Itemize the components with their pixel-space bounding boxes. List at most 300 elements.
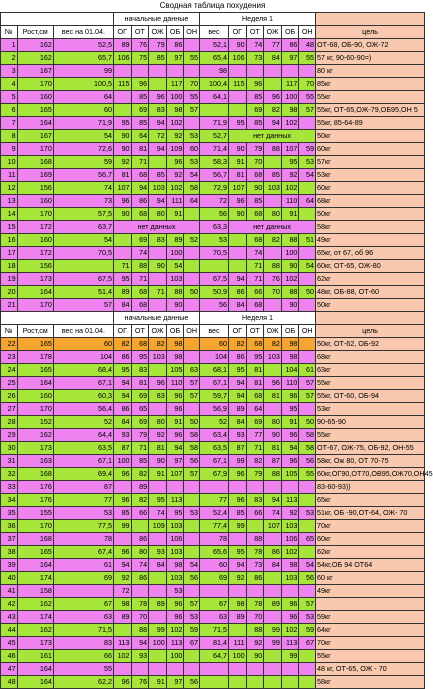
table-row <box>1 429 425 442</box>
cell-ozh <box>149 481 167 494</box>
cell-week-ozh: 85 <box>264 169 282 182</box>
cell-week-ot: 71 <box>246 260 264 273</box>
cell-weight: 65,7 <box>53 52 113 65</box>
header-week-1: Неделя 1 <box>199 13 315 26</box>
cell-ob: 53 <box>166 585 184 598</box>
cell-ozh: 103 <box>149 351 167 364</box>
cell-og: 86 <box>113 403 131 416</box>
cell-week-weight: 63,5 <box>199 442 228 455</box>
cell-week-weight: 56 <box>199 299 228 312</box>
cell-week-weight: 63,3 <box>199 221 228 234</box>
cell-week-ot: 64 <box>246 403 264 416</box>
cell-num: 9 <box>1 143 18 156</box>
header-week-on: ОН <box>299 26 316 39</box>
cell-week-ob: 102 <box>281 624 299 637</box>
cell-num: 1 <box>1 39 18 52</box>
cell-week-ob: 100 <box>281 91 299 104</box>
table-row <box>1 585 425 598</box>
cell-height: 160 <box>17 234 53 247</box>
cell-week-weight: 72,9 <box>199 182 228 195</box>
cell-week-weight: 64,7 <box>199 650 228 663</box>
cell-ozh: 80 <box>149 208 167 221</box>
cell-og: 92 <box>113 156 131 169</box>
cell-week-ob: 110 <box>281 195 299 208</box>
cell-week-ozh: 88 <box>264 260 282 273</box>
cell-ozh: 71 <box>149 286 167 299</box>
cell-week-on: 48 <box>299 39 316 52</box>
cell-week-weight: 77,4 <box>199 520 228 533</box>
cell-week-ot: 66 <box>246 286 264 299</box>
cell-week-og <box>229 91 247 104</box>
cell-week-weight: 60 <box>199 559 228 572</box>
cell-week-ot: 83 <box>246 494 264 507</box>
cell-on: 70 <box>184 78 200 91</box>
cell-weight: 53 <box>53 507 113 520</box>
header-num: № <box>1 325 18 338</box>
cell-week-ozh: 103 <box>264 351 282 364</box>
cell-num: 35 <box>1 507 18 520</box>
cell-week-on: 54 <box>299 260 316 273</box>
cell-num: 24 <box>1 364 18 377</box>
cell-ozh: 96 <box>149 377 167 390</box>
cell-num: 30 <box>1 442 18 455</box>
cell-og: 84 <box>113 299 131 312</box>
cell-ob: 100 <box>166 247 184 260</box>
cell-week-on <box>299 650 316 663</box>
cell-og: 94 <box>113 559 131 572</box>
cell-week-on <box>299 585 316 598</box>
cell-week-ozh <box>264 247 282 260</box>
cell-weight: 70,5 <box>53 247 113 260</box>
cell-week-ob: 98 <box>281 351 299 364</box>
cell-week-on: 51 <box>299 234 316 247</box>
cell-week-ob: 96 <box>281 455 299 468</box>
cell-og: 107 <box>113 182 131 195</box>
table-row <box>1 442 425 455</box>
cell-week-weight: 67,1 <box>199 455 228 468</box>
cell-num: 29 <box>1 429 18 442</box>
header-empty <box>1 13 114 26</box>
cell-week-og: 90 <box>229 143 247 156</box>
cell-on <box>184 351 200 364</box>
cell-on: 56 <box>184 572 200 585</box>
header-height: Рост,см <box>17 325 53 338</box>
cell-week-ob: 99 <box>281 650 299 663</box>
cell-goal: 60кг, ОТ-65, ОЖ-80 <box>316 260 425 273</box>
cell-ob: 103 <box>166 520 184 533</box>
cell-height: 161 <box>17 650 53 663</box>
header-num: № <box>1 26 18 39</box>
cell-week-ob: 106 <box>281 533 299 546</box>
cell-week-ozh: 99 <box>264 637 282 650</box>
cell-height: 173 <box>17 442 53 455</box>
cell-ot: 95 <box>131 351 149 364</box>
cell-ozh: 79 <box>149 39 167 52</box>
cell-height: 160 <box>17 195 53 208</box>
cell-week-ozh: 103 <box>264 182 282 195</box>
cell-week-weight: 68,1 <box>199 364 228 377</box>
cell-ob: 102 <box>166 624 184 637</box>
cell-week-weight: 104 <box>199 351 228 364</box>
cell-week-on: 50 <box>299 416 316 429</box>
cell-goal <box>316 598 425 611</box>
cell-goal: 59кг <box>316 611 425 624</box>
cell-ot: 81 <box>131 377 149 390</box>
cell-goal: 60кг <box>316 182 425 195</box>
cell-num: 4 <box>1 78 18 91</box>
table-row <box>1 546 425 559</box>
cell-on <box>184 65 200 78</box>
cell-week-on: 58 <box>299 429 316 442</box>
cell-goal: 58кг, Ож 80, ОТ 70-75 <box>316 455 425 468</box>
table-row <box>1 507 425 520</box>
cell-week-on <box>299 663 316 676</box>
cell-height: 162 <box>17 624 53 637</box>
cell-num: 38 <box>1 546 18 559</box>
cell-week-ozh: 87 <box>264 455 282 468</box>
cell-weight: 60,3 <box>53 390 113 403</box>
cell-ob: 102 <box>166 117 184 130</box>
cell-week-weight: 65,6 <box>199 546 228 559</box>
cell-week-weight: 67,5 <box>199 273 228 286</box>
cell-week-weight <box>199 585 228 598</box>
cell-on: 53 <box>184 611 200 624</box>
cell-weight: 87 <box>53 481 113 494</box>
cell-on: 54 <box>184 559 200 572</box>
cell-og: 87 <box>113 442 131 455</box>
cell-weight: 64 <box>53 91 113 104</box>
cell-week-weight: 81,4 <box>199 637 228 650</box>
header-week-weight: вес <box>199 325 228 338</box>
header-empty <box>1 312 114 325</box>
cell-ob: 105 <box>166 364 184 377</box>
cell-ob: 102 <box>166 182 184 195</box>
cell-num: 13 <box>1 195 18 208</box>
cell-week-ob: 104 <box>281 364 299 377</box>
cell-height: 173 <box>17 637 53 650</box>
cell-ozh <box>149 299 167 312</box>
cell-ozh: 89 <box>149 598 167 611</box>
cell-week-ob: 96 <box>281 429 299 442</box>
cell-week-ot: 88 <box>246 533 264 546</box>
cell-on: 55 <box>184 52 200 65</box>
cell-weight: 71,9 <box>53 117 113 130</box>
cell-week-on: 61 <box>299 364 316 377</box>
cell-week-ot: 69 <box>246 104 264 117</box>
cell-height: 163 <box>17 455 53 468</box>
cell-height: 174 <box>17 611 53 624</box>
cell-ot: 65 <box>131 403 149 416</box>
cell-weight: 100,5 <box>53 78 113 91</box>
table-row <box>1 533 425 546</box>
cell-on <box>184 208 200 221</box>
cell-goal: 80 кг <box>316 65 425 78</box>
cell-week-og: 94 <box>229 377 247 390</box>
cell-num: 43 <box>1 611 18 624</box>
cell-week-ot: 85 <box>246 117 264 130</box>
cell-week-ob: 92 <box>281 507 299 520</box>
cell-ozh <box>149 533 167 546</box>
cell-week-ot: 71 <box>246 442 264 455</box>
table-row <box>1 650 425 663</box>
table-row <box>1 494 425 507</box>
cell-week-ob: 98 <box>281 104 299 117</box>
cell-week-ot <box>246 676 264 689</box>
cell-goal: 57кг <box>316 156 425 169</box>
cell-weight: 52,5 <box>53 39 113 52</box>
cell-week-og: 86 <box>229 286 247 299</box>
table-row <box>1 364 425 377</box>
cell-week-ob: 97 <box>281 52 299 65</box>
cell-ob: 98 <box>166 104 184 117</box>
header-row-groups <box>1 312 425 325</box>
cell-week-ozh: 82 <box>264 234 282 247</box>
cell-week-ot: 68 <box>246 234 264 247</box>
header-week-ob: ОБ <box>281 26 299 39</box>
cell-on: 53 <box>184 156 200 169</box>
cell-goal: 50кг, ОТ-62, ОБ-92 <box>316 338 425 351</box>
cell-week-ozh: 90 <box>264 429 282 442</box>
cell-week-ob: 88 <box>281 234 299 247</box>
cell-week-ot: 69 <box>246 416 264 429</box>
table-row <box>1 117 425 130</box>
cell-ot: 80 <box>131 546 149 559</box>
cell-goal: ОТ-67, ОЖ-75, ОБ-92, ОН-55 <box>316 442 425 455</box>
cell-ozh: 90 <box>149 455 167 468</box>
cell-goal: 57 кг, 90-60-90=) <box>316 52 425 65</box>
cell-week-on: 57 <box>299 598 316 611</box>
cell-num: 21 <box>1 299 18 312</box>
cell-week-og <box>229 585 247 598</box>
cell-ob: 89 <box>166 234 184 247</box>
cell-week-ozh: 88 <box>264 468 282 481</box>
cell-weight: 66 <box>53 650 113 663</box>
header-week-og: ОГ <box>229 325 247 338</box>
cell-week-ot: 82 <box>246 455 264 468</box>
cell-goal: 63кг <box>316 364 425 377</box>
cell-on <box>184 650 200 663</box>
cell-ot: 86 <box>131 195 149 208</box>
cell-week-ozh: 84 <box>264 559 282 572</box>
cell-week-og: 81 <box>229 169 247 182</box>
cell-ot: 85 <box>131 91 149 104</box>
cell-week-ot: 90 <box>246 182 264 195</box>
cell-no-data: нет данных <box>113 221 199 234</box>
cell-ozh: 91 <box>149 468 167 481</box>
cell-week-on: 57 <box>299 390 316 403</box>
cell-ob: 107 <box>166 468 184 481</box>
cell-on <box>184 481 200 494</box>
cell-week-ozh: 107 <box>264 520 282 533</box>
cell-on: 56 <box>184 676 200 689</box>
cell-ob: 111 <box>166 195 184 208</box>
cell-week-ozh <box>264 299 282 312</box>
cell-week-weight: 52 <box>199 416 228 429</box>
cell-height: 170 <box>17 78 53 91</box>
cell-week-og: 111 <box>229 637 247 650</box>
header-on: ОН <box>184 26 200 39</box>
cell-num: 23 <box>1 351 18 364</box>
cell-ot: 94 <box>131 637 149 650</box>
cell-ot: 69 <box>131 390 149 403</box>
cell-num: 8 <box>1 130 18 143</box>
cell-height: 156 <box>17 182 53 195</box>
cell-ozh: 93 <box>149 546 167 559</box>
cell-ob: 103 <box>166 546 184 559</box>
cell-goal: 55кг, ОТ-65,ОЖ-79,ОБ95,ОН 5 <box>316 104 425 117</box>
cell-week-og: 115 <box>229 78 247 91</box>
cell-week-ot: 88 <box>246 624 264 637</box>
cell-goal: 85кг <box>316 78 425 91</box>
cell-height: 164 <box>17 676 53 689</box>
cell-num: 20 <box>1 286 18 299</box>
cell-ot: 82 <box>131 494 149 507</box>
cell-week-ozh: 99 <box>264 624 282 637</box>
cell-on: 57 <box>184 104 200 117</box>
table-row <box>1 637 425 650</box>
cell-on: 52 <box>184 234 200 247</box>
cell-ob: 113 <box>166 494 184 507</box>
cell-height: 172 <box>17 247 53 260</box>
cell-week-on <box>299 546 316 559</box>
cell-og: 93 <box>113 429 131 442</box>
cell-week-ot: 81 <box>246 377 264 390</box>
table-row <box>1 338 425 351</box>
cell-ozh: 85 <box>149 169 167 182</box>
cell-goal: 49кг <box>316 585 425 598</box>
cell-goal: 65кг, от 67, об 96 <box>316 247 425 260</box>
cell-weight: 63,7 <box>53 221 113 234</box>
cell-num: 34 <box>1 494 18 507</box>
cell-on <box>184 260 200 273</box>
table-row <box>1 195 425 208</box>
cell-ob: 96 <box>166 429 184 442</box>
cell-week-ob <box>281 663 299 676</box>
cell-week-ot: 79 <box>246 143 264 156</box>
cell-ob <box>166 65 184 78</box>
cell-on <box>184 494 200 507</box>
table-row <box>1 572 425 585</box>
cell-week-weight: 98 <box>199 65 228 78</box>
cell-week-og: 89 <box>229 611 247 624</box>
header-row-groups <box>1 13 425 26</box>
cell-height: 170 <box>17 403 53 416</box>
cell-height: 162 <box>17 429 53 442</box>
cell-week-ob: 96 <box>281 611 299 624</box>
cell-weight: 67,4 <box>53 546 113 559</box>
cell-on: 57 <box>184 598 200 611</box>
cell-og: 115 <box>113 78 131 91</box>
cell-ot: 86 <box>131 533 149 546</box>
cell-week-ozh: 74 <box>264 507 282 520</box>
header-ot: ОТ <box>131 26 149 39</box>
cell-goal: 68кг <box>316 195 425 208</box>
cell-og <box>113 533 131 546</box>
cell-goal: 55кг <box>316 377 425 390</box>
cell-og: 96 <box>113 494 131 507</box>
cell-on <box>184 585 200 598</box>
cell-weight: 77 <box>53 494 113 507</box>
cell-height: 174 <box>17 572 53 585</box>
cell-ob: 96 <box>166 598 184 611</box>
table-row <box>1 377 425 390</box>
cell-week-ot: 70 <box>246 611 264 624</box>
cell-week-ob: 113 <box>281 494 299 507</box>
cell-num: 41 <box>1 585 18 598</box>
table-row <box>1 234 425 247</box>
cell-weight: 51,4 <box>53 286 113 299</box>
cell-ob: 91 <box>166 208 184 221</box>
cell-og: 89 <box>113 286 131 299</box>
cell-week-og <box>229 481 247 494</box>
cell-week-ob <box>281 585 299 598</box>
cell-on <box>184 338 200 351</box>
cell-ob: 97 <box>166 455 184 468</box>
cell-week-ot: 68 <box>246 169 264 182</box>
cell-week-ot <box>246 520 264 533</box>
cell-goal: 48кг, ОБ-88, ОТ-60 <box>316 286 425 299</box>
cell-ozh <box>149 78 167 91</box>
cell-week-ozh <box>264 65 282 78</box>
cell-ot: 85 <box>131 455 149 468</box>
cell-weight: 64,4 <box>53 429 113 442</box>
cell-week-ot: 74 <box>246 247 264 260</box>
cell-week-on <box>299 65 316 78</box>
cell-num: 27 <box>1 403 18 416</box>
cell-og: 95 <box>113 273 131 286</box>
cell-ot: 83 <box>131 364 149 377</box>
cell-week-weight <box>199 104 228 117</box>
table-row <box>1 676 425 689</box>
cell-on: 53 <box>184 130 200 143</box>
cell-num: 6 <box>1 104 18 117</box>
cell-week-ot: 73 <box>246 559 264 572</box>
cell-weight: 78 <box>53 533 113 546</box>
cell-week-og: 84 <box>229 416 247 429</box>
cell-height: 168 <box>17 468 53 481</box>
cell-week-on <box>299 481 316 494</box>
cell-ozh: 90 <box>149 260 167 273</box>
cell-week-ob: 88 <box>281 286 299 299</box>
cell-num: 14 <box>1 208 18 221</box>
cell-og: 92 <box>113 572 131 585</box>
cell-ob <box>166 481 184 494</box>
cell-num: 25 <box>1 377 18 390</box>
cell-ot <box>131 65 149 78</box>
cell-height: 155 <box>17 507 53 520</box>
cell-ozh: 95 <box>149 494 167 507</box>
cell-week-ob: 105 <box>281 468 299 481</box>
cell-week-ob: 98 <box>281 559 299 572</box>
table-row <box>1 403 425 416</box>
cell-goal: 83-60-93)) <box>316 481 425 494</box>
header-week-weight: вес <box>199 26 228 39</box>
cell-week-on: 64 <box>299 195 316 208</box>
cell-on: 54 <box>184 169 200 182</box>
header-week-ob: ОБ <box>281 325 299 338</box>
cell-ozh <box>149 156 167 169</box>
cell-weight: 57,5 <box>53 208 113 221</box>
table-row <box>1 351 425 364</box>
cell-num: 42 <box>1 598 18 611</box>
table-row <box>1 39 425 52</box>
cell-week-weight: 52,7 <box>199 130 228 143</box>
table-row <box>1 91 425 104</box>
cell-goal: 55кг <box>316 650 425 663</box>
cell-goal: 60кг <box>316 533 425 546</box>
cell-week-weight <box>199 481 228 494</box>
table-row <box>1 208 425 221</box>
